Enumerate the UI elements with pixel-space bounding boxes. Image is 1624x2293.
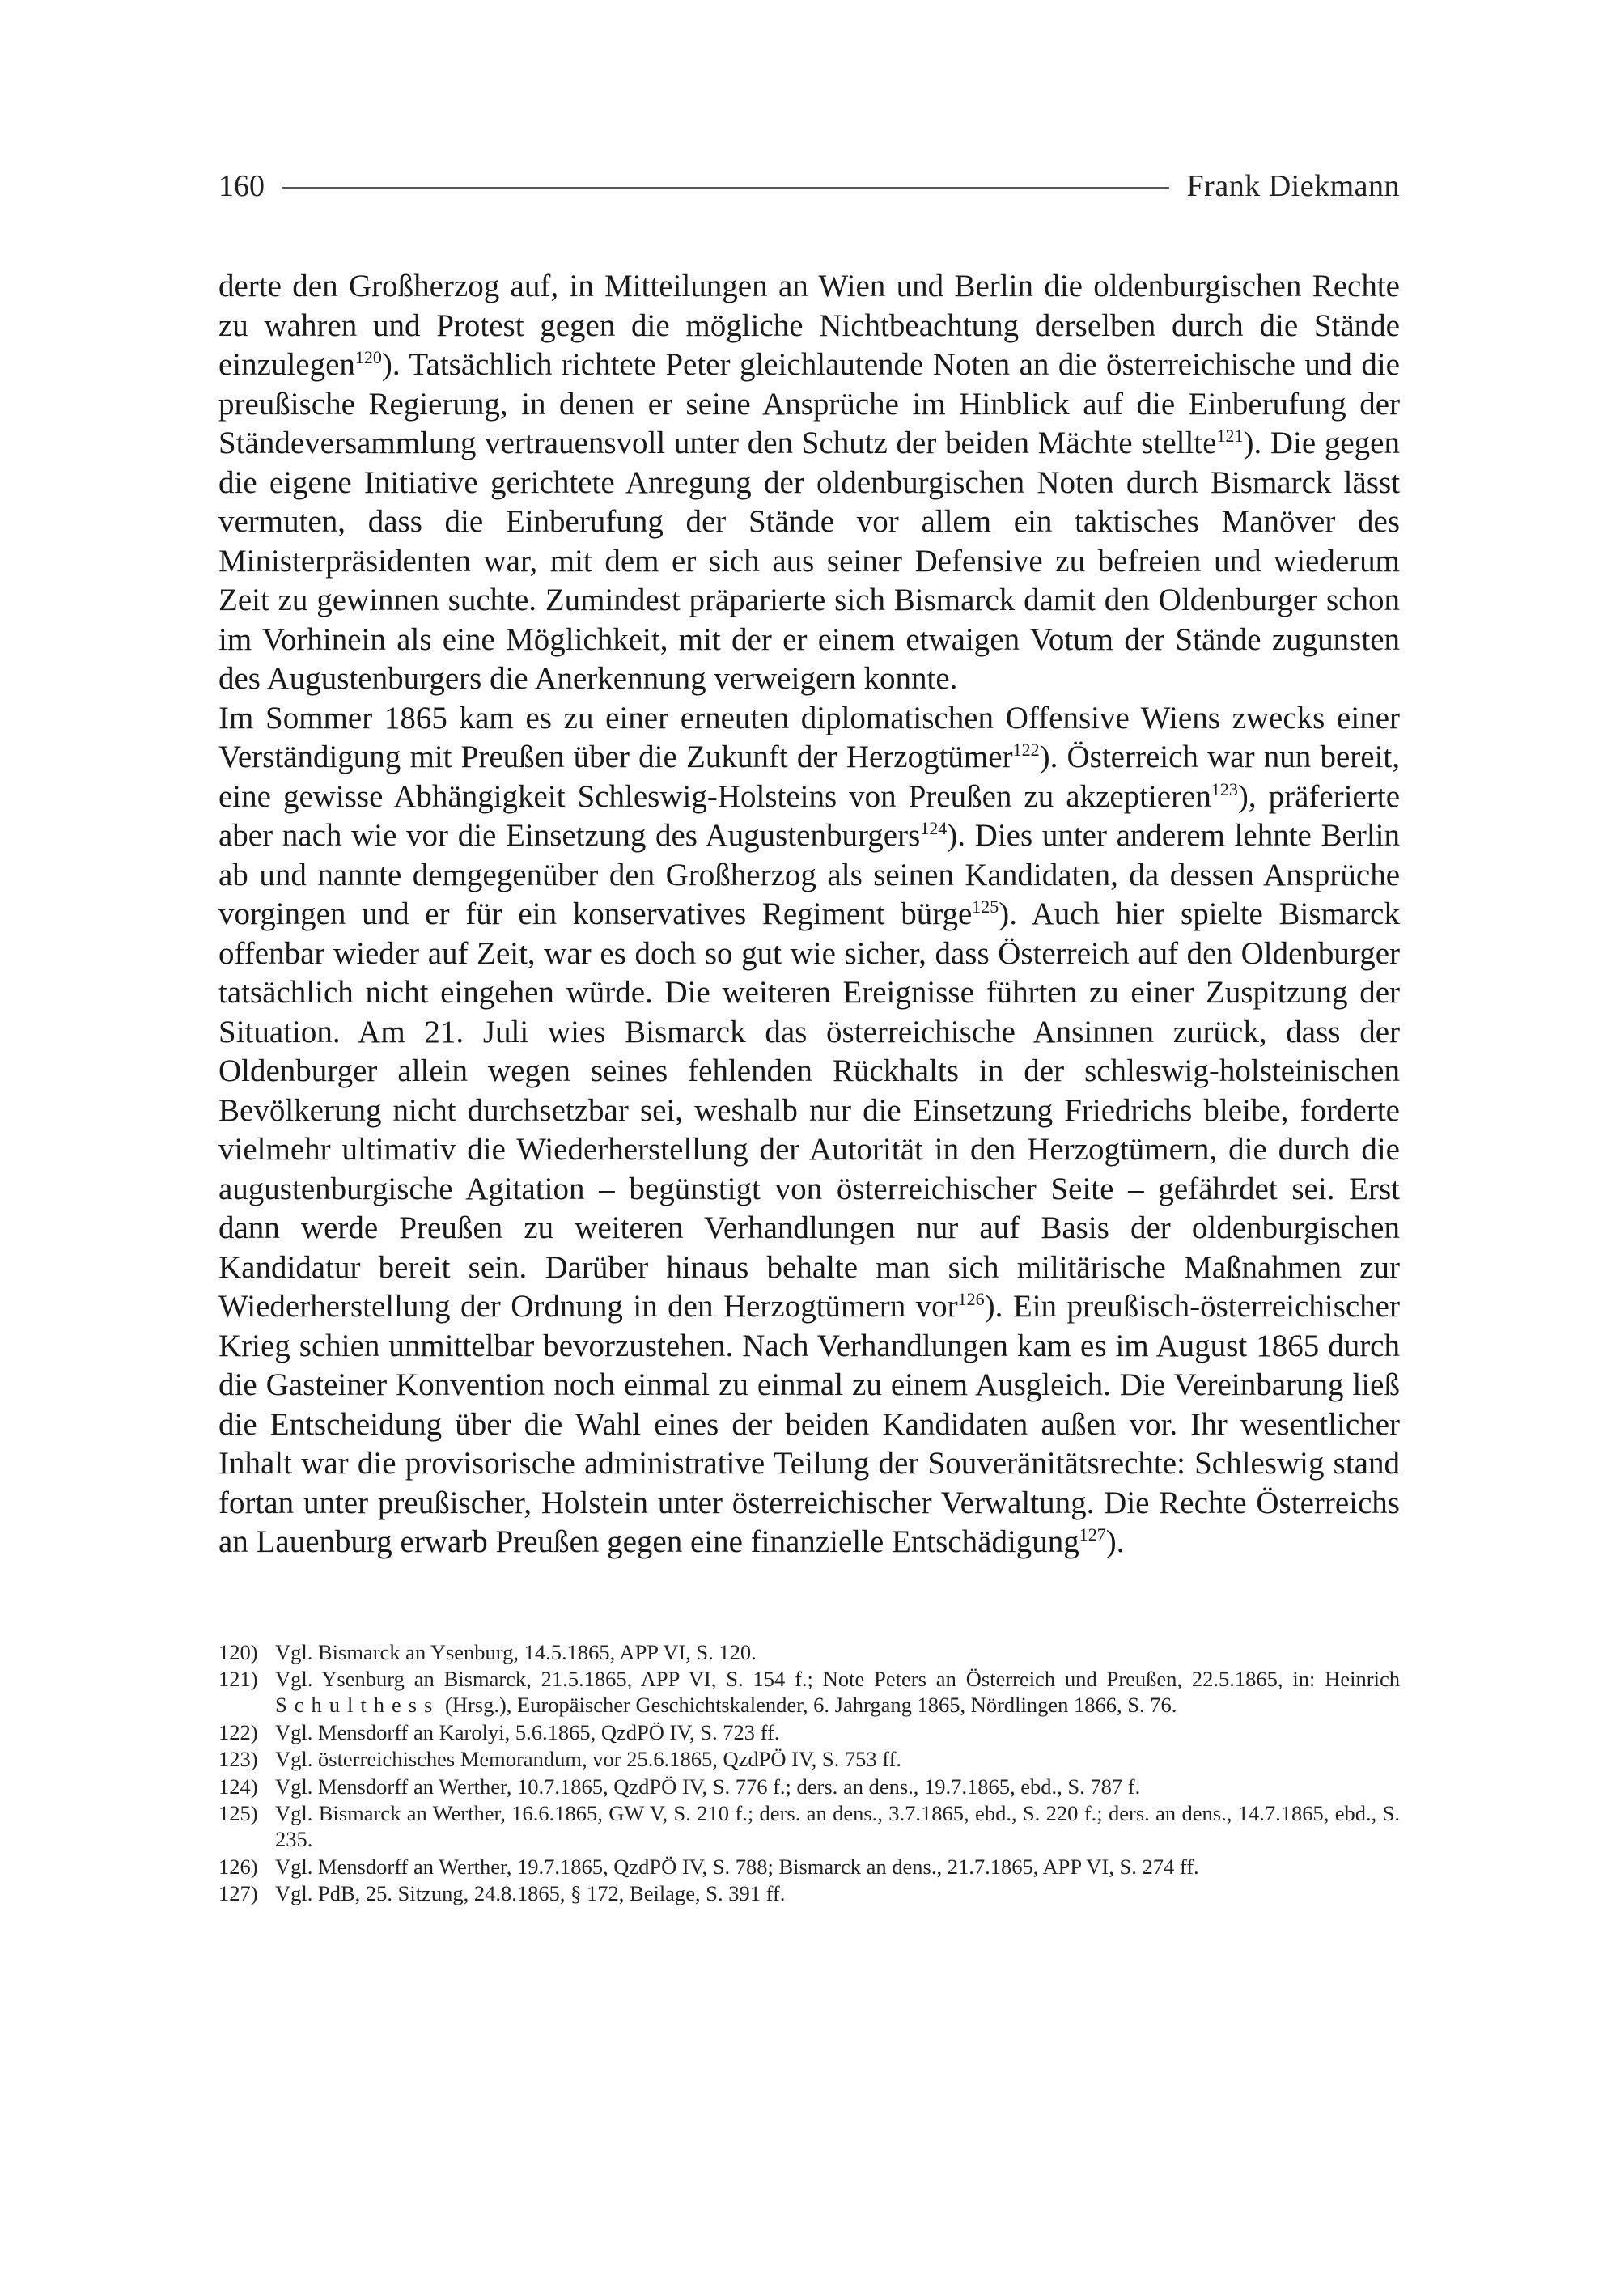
footnote-number: 121) — [218, 1667, 258, 1691]
footnote — [218, 1880, 1400, 1906]
footnote-text — [275, 1854, 1400, 1880]
footnote-marker: 123 — [1211, 778, 1238, 799]
footnote — [218, 1774, 1400, 1799]
footnote-text — [275, 1774, 1400, 1799]
paragraph-text: derte den Großherzog auf, in Mitteilungen an Wien und Berlin die oldenburgischen Rechte zu wahren und Protest gegen die mögliche Nichtbeachtung derselben durch die Stände einzulegen — [218, 269, 1400, 382]
footnote-number: 122) — [218, 1719, 258, 1744]
paragraph-text: Im Sommer 1865 kam es zu einer erneuten diplomatischen Offensive Wiens zwecks einer Verständigung mit Preußen über die Zukunft der Herzogtümer — [218, 700, 1400, 774]
footnotes — [218, 1639, 1400, 1907]
footnote-marker: 127 — [1079, 1524, 1106, 1545]
footnote-text-part: Vgl. österreichisches Memorandum, vor 25.6.1865, QzdPÖ IV, S. 753 ff. — [275, 1747, 902, 1771]
footnote-text — [275, 1639, 1400, 1665]
running-head-author: Frank Diekmann — [1186, 169, 1400, 203]
paragraph-text: ). Dies unter anderem lehnte Berlin ab und nannte demgegenüber den Großherzog als seinen Kandidaten, da dessen Ansprüche vorgingen und er für ein konservatives Regiment bürge — [218, 818, 1400, 931]
page — [218, 162, 1400, 1908]
footnote-number: 126) — [218, 1854, 258, 1879]
page-number: 160 — [218, 169, 265, 203]
paragraph-text: ). Tatsächlich richtete Peter gleichlautende Noten an die österreichische und die preußische Regierung, in denen er seine Ansprüche im Hinblick auf die Einberufung der Ständeversammlung vertrauensvoll unter den Schutz der beiden Mächte stellte — [218, 347, 1400, 460]
paragraph — [218, 699, 1400, 1562]
footnote-number: 123) — [218, 1747, 258, 1771]
footnote-text-part: Vgl. PdB, 25. Sitzung, 24.8.1865, § 172, Beilage, S. 391 ff. — [275, 1881, 786, 1905]
footnote-marker: 126 — [957, 1289, 985, 1309]
footnote-text — [275, 1880, 1400, 1906]
paragraph-text: ). Ein preußisch-österreichischer Krieg schien unmittelbar bevorzustehen. Nach Verhandlungen kam es im August 1865 durch die Gasteiner Konvention noch einmal zu einmal zu einem Ausgleich. Die Vereinbarung ließ die Entscheidung über die Wahl eines der beiden Kandidaten außen vor. Ihr wesentlicher Inhalt war die provisorische administrative Teilung der Souveränitätsrechte: Schleswig stand fortan unter preußischer, Holstein unter österreichischer Verwaltung. Die Rechte Österreichs an Lauenburg erwarb Preußen gegen eine finanzielle Entschädigung — [218, 1289, 1400, 1559]
footnote-marker: 124 — [920, 818, 948, 838]
body-text — [218, 267, 1400, 1562]
footnote-number: 125) — [218, 1801, 258, 1825]
footnote — [218, 1746, 1400, 1772]
paragraph-text: ), präferierte aber nach wie vor die Einsetzung des Augustenburgers — [218, 778, 1401, 853]
footnote-text-part: Vgl. Ysenburg an Bismarck, 21.5.1865, APP VI, S. 154 f.; Note Peters an Österreich und Preußen, 22.5.1865, in: Heinrich — [275, 1667, 1400, 1691]
paragraph-text: ). — [1105, 1524, 1125, 1559]
footnote-text-part: Vgl. Bismarck an Werther, 16.6.1865, GW V, S. 210 f.; ders. an dens., 3.7.1865, ebd., S. 220 f.; ders. an dens., 14.7.1865, ebd., S. 235. — [275, 1801, 1400, 1851]
footnote-marker: 120 — [354, 347, 382, 367]
footnote-text-part: Vgl. Mensdorff an Werther, 10.7.1865, QzdPÖ IV, S. 776 f.; ders. an dens., 19.7.1865, ebd., S. 787 f. — [275, 1774, 1141, 1799]
footnote-text — [275, 1666, 1400, 1718]
footnote-number: 120) — [218, 1639, 258, 1664]
footnote — [218, 1719, 1400, 1745]
running-header — [218, 162, 1400, 210]
footnote — [218, 1666, 1400, 1718]
footnote-text-part: Vgl. Bismarck an Ysenburg, 14.5.1865, APP VI, S. 120. — [275, 1639, 757, 1664]
paragraph-text: ). Die gegen die eigene Initiative gerichtete Anregung der oldenburgischen Noten durch Bismarck lässt vermuten, dass die Einberufung der Stände vor allem ein taktisches Manöver des Ministerpräsidenten war, mit dem er sich aus seiner Defensive zu befreien und wiederum Zeit zu gewinnen suchte. Zumindest präparierte sich Bismarck damit den Oldenburger schon im Vorhinein als eine Möglichkeit, mit der er einem etwaigen Votum der Stände zugunsten des Augustenburgers die Anerkennung verweigern konnte. — [218, 426, 1400, 696]
footnote-marker: 125 — [972, 896, 999, 917]
paragraph-text: ). Auch hier spielte Bismarck offenbar wieder auf Zeit, war es doch so gut wie sicher, dass Österreich auf den Oldenburger tatsächlich nicht eingehen würde. Die weiteren Ereignisse führten zu einer Zuspitzung der Situation. Am 21. Juli wies Bismarck das österreichische Ansinnen zurück, dass der Oldenburger allein wegen seines fehlenden Rückhalts in der schleswig-holsteinischen Bevölkerung nicht durchsetzbar sei, weshalb nur die Einsetzung Friedrichs bleibe, forderte vielmehr ultimativ die Wiederherstellung der Autorität in den Herzogtümern, die durch die augustenburgische Agitation – begünstigt von österreichischer Seite – gefährdet sei. Erst dann werde Preußen zu weiteren Verhandlungen nur auf Basis der oldenburgischen Kandidatur bereit sein. Darüber hinaus behalte man sich militärische Maßnahmen zur Wiederherstellung der Ordnung in den Herzogtümern vor — [218, 896, 1400, 1324]
footnote — [218, 1800, 1400, 1852]
footnote-marker: 121 — [1216, 426, 1244, 446]
footnote-text — [275, 1746, 1400, 1772]
footnote-text-part: Vgl. Mensdorff an Karolyi, 5.6.1865, QzdPÖ IV, S. 723 ff. — [275, 1719, 780, 1744]
footnote-author-spaced: Schulthess — [275, 1693, 440, 1717]
header-rule — [282, 187, 1169, 189]
footnote-text-part: Vgl. Mensdorff an Werther, 19.7.1865, QzdPÖ IV, S. 788; Bismarck an dens., 21.7.1865, APP VI, S. 274 ff. — [275, 1854, 1199, 1879]
footnote-text — [275, 1800, 1400, 1852]
footnote-number: 124) — [218, 1774, 258, 1799]
footnote-marker: 122 — [1012, 740, 1040, 760]
footnote-text — [275, 1719, 1400, 1745]
footnote-text-part: (Hrsg.), Europäischer Geschichtskalender, 6. Jahrgang 1865, Nördlingen 1866, S. 76. — [439, 1693, 1177, 1717]
footnote — [218, 1854, 1400, 1880]
footnote — [218, 1639, 1400, 1665]
paragraph-text: ). Österreich war nun bereit, eine gewisse Abhängigkeit Schleswig-Holsteins von Preußen zu akzeptieren — [218, 740, 1400, 814]
paragraph — [218, 267, 1400, 699]
footnote-number: 127) — [218, 1881, 258, 1905]
